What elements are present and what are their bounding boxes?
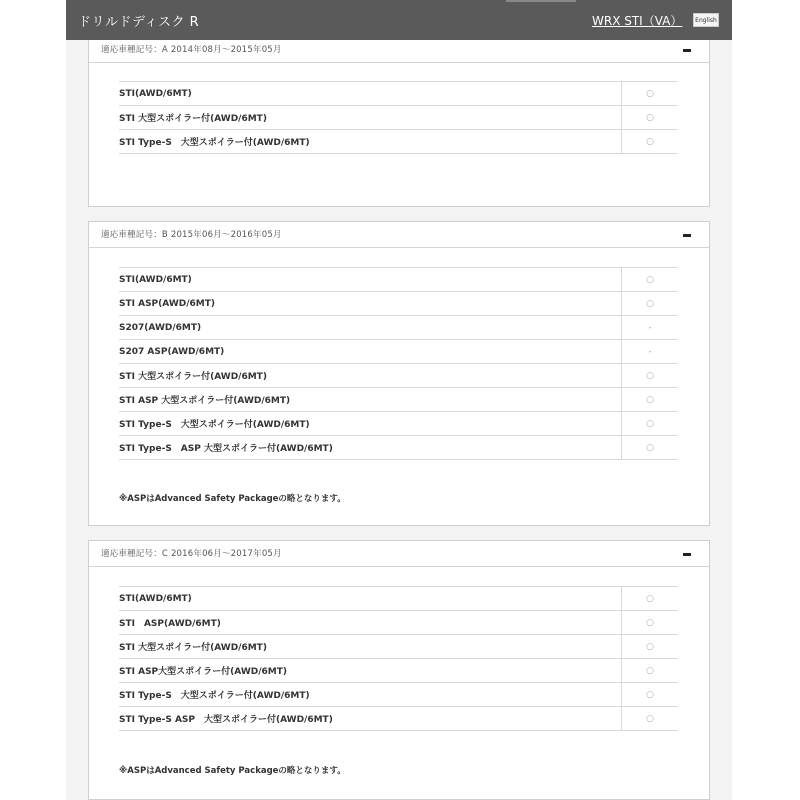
collapse-icon[interactable] <box>679 230 695 240</box>
fitment-mark: ○ <box>622 635 679 659</box>
grade-name: STI Type-S 大型スポイラー付(AWD/6MT) <box>119 691 310 701</box>
grade-table <box>119 81 678 154</box>
fitment-mark: ○ <box>622 412 679 436</box>
grade-name: STI ASP(AWD/6MT) <box>119 298 215 309</box>
fitment-mark: ○ <box>622 587 679 611</box>
grade-table <box>119 267 678 460</box>
product-title: ドリルドディスク R <box>78 15 200 30</box>
grade-name: STI ASP大型スポイラー付(AWD/6MT) <box>119 667 287 677</box>
header-accent <box>506 0 576 2</box>
table-row <box>119 659 678 683</box>
table-row <box>119 635 678 659</box>
grade-name: STI 大型スポイラー付(AWD/6MT) <box>119 372 267 382</box>
grade-name: S207 ASP(AWD/6MT) <box>119 346 225 357</box>
grade-name: STI 大型スポイラー付(AWD/6MT) <box>119 114 267 124</box>
fitment-mark: ○ <box>622 364 679 388</box>
section-period: 適応車種記号：A 2014年08月～2015年05月 <box>101 45 282 55</box>
fitment-mark: ○ <box>622 707 679 731</box>
table-row <box>119 587 678 611</box>
grade-name: STI(AWD/6MT) <box>119 88 192 99</box>
asp-note: ※ASPはAdvanced Safety Packageの略となります。 <box>119 494 346 504</box>
table-row <box>119 316 678 340</box>
section-header[interactable] <box>89 541 709 567</box>
fitment-mark: ○ <box>622 130 679 154</box>
grade-name: STI Type-S ASP 大型スポイラー付(AWD/6MT) <box>119 444 333 454</box>
fitment-mark: - <box>622 340 679 364</box>
fitment-mark: ○ <box>622 683 679 707</box>
grade-name: STI ASP(AWD/6MT) <box>119 619 221 629</box>
grade-name: STI Type-S 大型スポイラー付(AWD/6MT) <box>119 420 310 430</box>
section-header[interactable] <box>89 222 709 248</box>
table-row <box>119 707 678 731</box>
grade-name: STI(AWD/6MT) <box>119 593 192 604</box>
fitment-mark: ○ <box>622 106 679 130</box>
collapse-icon[interactable] <box>679 549 695 559</box>
grade-name: STI 大型スポイラー付(AWD/6MT) <box>119 643 267 653</box>
grade-name: STI ASP 大型スポイラー付(AWD/6MT) <box>119 396 291 406</box>
fitment-mark: ○ <box>622 659 679 683</box>
fitment-mark: ○ <box>622 268 679 292</box>
section-header[interactable] <box>89 37 709 63</box>
table-row <box>119 340 678 364</box>
table-row <box>119 683 678 707</box>
grade-name: STI Type-S ASP 大型スポイラー付(AWD/6MT) <box>119 715 333 725</box>
table-row <box>119 611 678 635</box>
language-button[interactable]: English <box>693 13 719 27</box>
table-row <box>119 130 678 154</box>
grade-name: STI(AWD/6MT) <box>119 274 192 285</box>
section-a <box>88 36 710 207</box>
fitment-mark: ○ <box>622 292 679 316</box>
asp-note: ※ASPはAdvanced Safety Packageの略となります。 <box>119 766 346 776</box>
fitment-mark: ○ <box>622 436 679 460</box>
table-row <box>119 82 678 106</box>
fitment-mark: - <box>622 316 679 340</box>
table-row <box>119 292 678 316</box>
fitment-mark: ○ <box>622 611 679 635</box>
grade-name: STI Type-S 大型スポイラー付(AWD/6MT) <box>119 138 310 148</box>
collapse-icon[interactable] <box>679 45 695 55</box>
model-link[interactable]: WRX STI（VA） <box>592 14 683 28</box>
grade-table <box>119 586 678 731</box>
fitment-mark: ○ <box>622 388 679 412</box>
grade-name: S207(AWD/6MT) <box>119 322 202 333</box>
table-row <box>119 388 678 412</box>
section-c <box>88 540 710 800</box>
section-period: 適応車種記号：C 2016年06月～2017年05月 <box>101 549 282 559</box>
app-header <box>66 0 732 40</box>
fitment-mark: ○ <box>622 82 679 106</box>
section-b <box>88 221 710 526</box>
section-period: 適応車種記号：B 2015年06月～2016年05月 <box>101 230 282 240</box>
table-row <box>119 412 678 436</box>
table-row <box>119 268 678 292</box>
table-row <box>119 106 678 130</box>
table-row <box>119 436 678 460</box>
table-row <box>119 364 678 388</box>
